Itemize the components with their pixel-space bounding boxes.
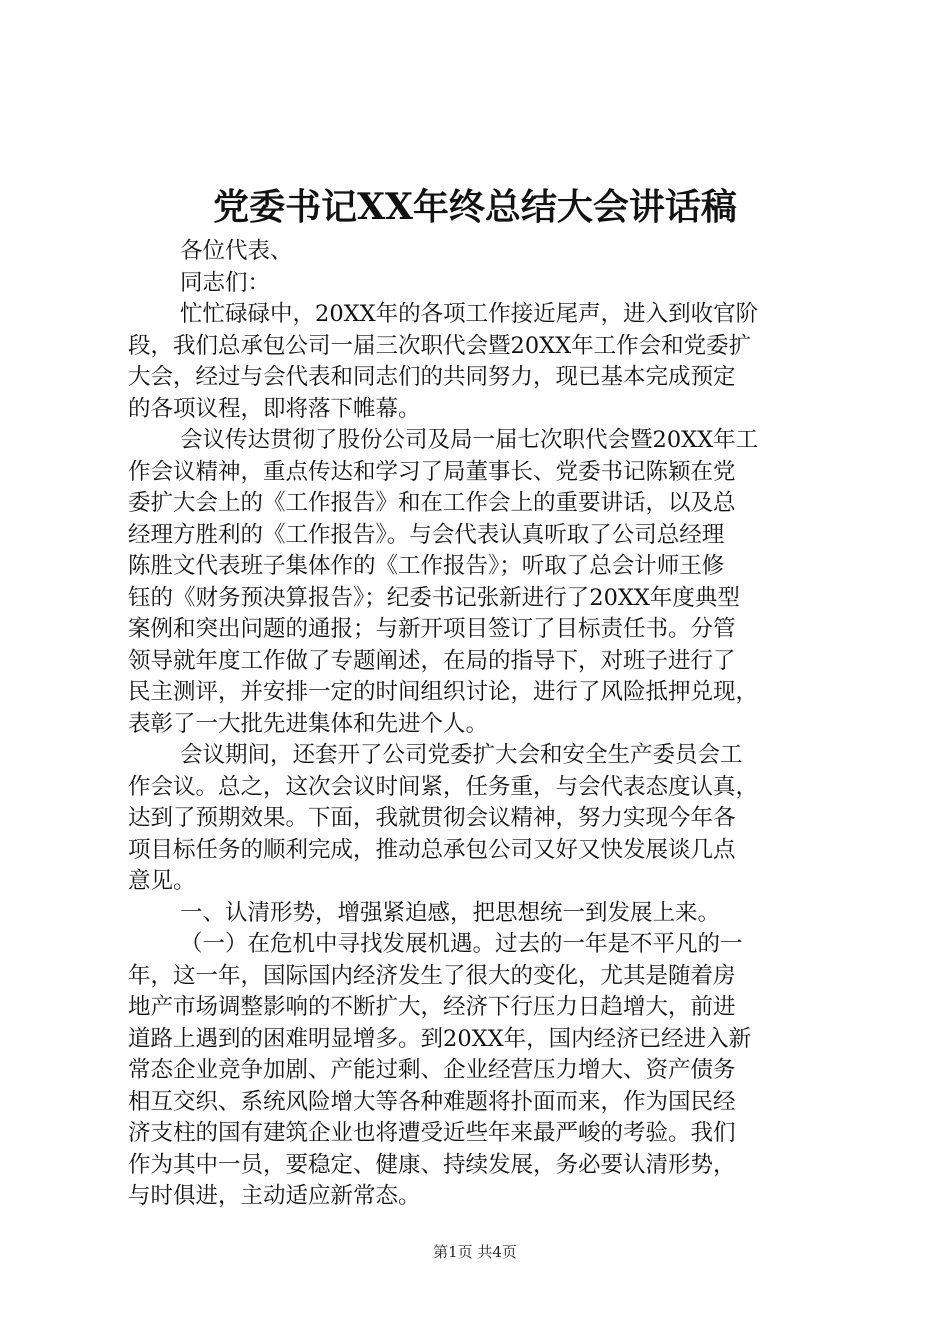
text-line: 济支柱的国有建筑企业也将遭受近些年来最严峻的考验。我们 xyxy=(128,1120,736,1146)
text-line: 项目标任务的顺利完成，推动总承包公司又好又快发展谈几点 xyxy=(128,836,736,863)
text-line: 经理方胜利的《工作报告》。与会代表认真听取了公司总经理 xyxy=(128,521,725,548)
text-line: 领导就年度工作做了专题阐述，在局的指导下，对班子进行了 xyxy=(128,647,736,674)
text-line: 会议传达贯彻了股份公司及局一届七次职代会暨20XX年工 xyxy=(180,427,759,453)
text-line: 各位代表、 xyxy=(180,238,293,264)
text-line: （一）在危机中寻找发展机遇。过去的一年是不平凡的一 xyxy=(180,931,743,957)
text-line: 年，这一年，国际国内经济发生了很大的变化，尤其是随着房 xyxy=(128,962,736,989)
text-line: 一、认清形势，增强紧迫感，把思想统一到发展上来。 xyxy=(180,899,721,926)
document-body xyxy=(128,236,840,1213)
text-line: 常态企业竞争加剧、产能过剩、企业经营压力增大、资产债务 xyxy=(128,1057,736,1083)
text-line: 表彰了一大批先进集体和先进个人。 xyxy=(128,710,489,737)
text-line: 作会议精神，重点传达和学习了局董事长、党委书记陈颖在党 xyxy=(128,458,736,485)
text-line: 道路上遇到的困难明显增多。到20XX年，国内经济已经进入新 xyxy=(128,1025,752,1052)
text-line: 意见。 xyxy=(128,868,196,894)
text-line: 同志们： xyxy=(180,269,271,296)
text-line: 达到了预期效果。下面，我就贯彻会议精神，努力实现今年各 xyxy=(128,805,736,831)
text-line: 作会议。总之，这次会议时间紧，任务重，与会代表态度认真， xyxy=(128,773,759,800)
text-line: 的各项议程，即将落下帷幕。 xyxy=(128,395,421,422)
text-line: 大会，经过与会代表和同志们的共同努力，现已基本完成预定 xyxy=(128,364,736,390)
document-title: 党委书记XX年终总结大会讲话稿 xyxy=(213,186,737,228)
text-line: 段，我们总承包公司一届三次职代会暨20XX年工作会和党委扩 xyxy=(128,332,752,359)
text-line: 会议期间，还套开了公司党委扩大会和安全生产委员会工 xyxy=(180,742,743,768)
text-line: 案例和突出问题的通报；与新开项目签订了目标责任书。分管 xyxy=(128,616,736,642)
text-line: 作为其中一员，要稳定、健康、持续发展，务必要认清形势， xyxy=(128,1151,736,1178)
text-line: 忙忙碌碌中，20XX年的各项工作接近尾声，进入到收官阶 xyxy=(180,301,759,327)
text-line: 民主测评，并安排一定的时间组织讨论，进行了风险抵押兑现， xyxy=(128,679,759,705)
text-line: 陈胜文代表班子集体作的《工作报告》；听取了总会计师王修 xyxy=(128,553,725,579)
page-footer: 第1页 共4页 xyxy=(433,1243,517,1261)
text-line: 委扩大会上的《工作报告》和在工作会上的重要讲话，以及总 xyxy=(128,490,736,516)
text-line: 地产市场调整影响的不断扩大，经济下行压力日趋增大，前进 xyxy=(128,994,736,1020)
text-line: 与时俱进，主动适应新常态。 xyxy=(128,1183,421,1209)
text-line: 钰的《财务预决算报告》；纪委书记张新进行了20XX年度典型 xyxy=(128,584,740,611)
text-line: 相互交织、系统风险增大等各种难题将扑面而来，作为国民经 xyxy=(128,1088,736,1115)
